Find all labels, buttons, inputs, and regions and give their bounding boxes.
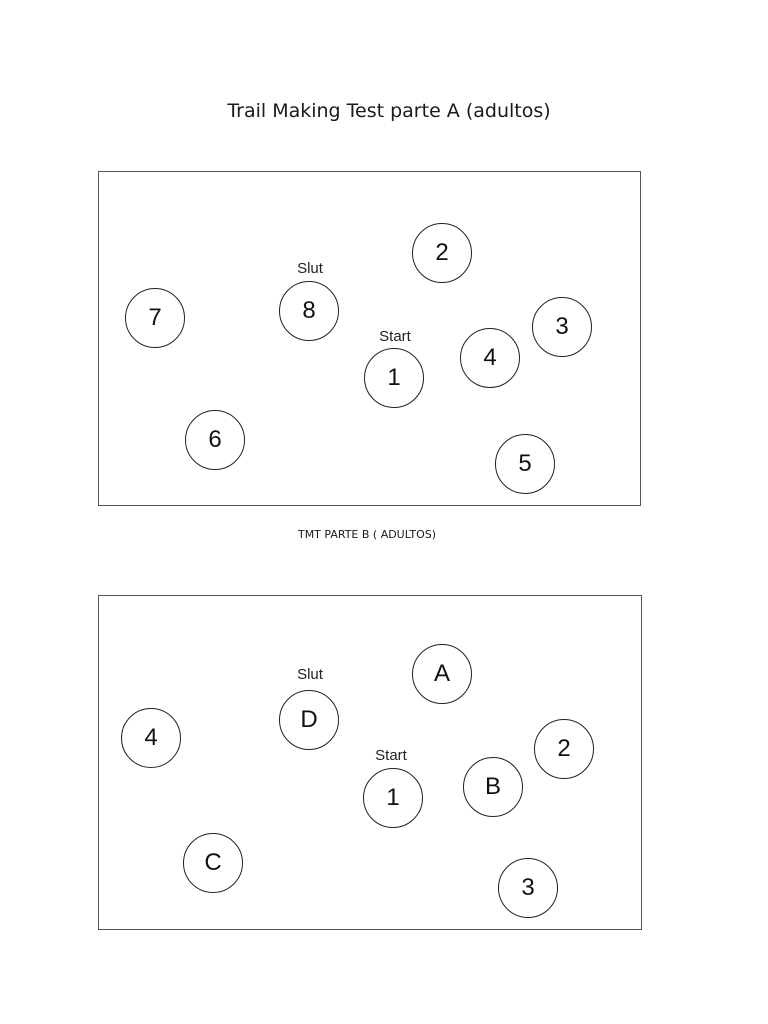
trail-node-7[interactable]: 7	[125, 288, 185, 348]
trail-node-5[interactable]: 5	[495, 434, 555, 494]
trail-node-3[interactable]: 3	[532, 297, 592, 357]
trail-node-1[interactable]: 1	[363, 768, 423, 828]
end-label: Slut	[297, 260, 323, 277]
trail-node-1[interactable]: 1	[364, 348, 424, 408]
trail-panel-part-a	[98, 171, 641, 506]
trail-node-a[interactable]: A	[412, 644, 472, 704]
trail-node-3[interactable]: 3	[498, 858, 558, 918]
trail-node-d[interactable]: D	[279, 690, 339, 750]
start-label: Start	[375, 747, 407, 764]
trail-node-6[interactable]: 6	[185, 410, 245, 470]
start-label: Start	[379, 328, 411, 345]
trail-node-c[interactable]: C	[183, 833, 243, 893]
trail-node-2[interactable]: 2	[534, 719, 594, 779]
trail-node-2[interactable]: 2	[412, 223, 472, 283]
part-b-heading: TMT PARTE B ( ADULTOS)	[297, 528, 437, 541]
page-title: Trail Making Test parte A (adultos)	[227, 100, 551, 122]
trail-panel-part-b	[98, 595, 642, 930]
trail-node-8[interactable]: 8	[279, 281, 339, 341]
end-label: Slut	[297, 666, 323, 683]
trail-node-b[interactable]: B	[463, 757, 523, 817]
trail-node-4[interactable]: 4	[121, 708, 181, 768]
trail-node-4[interactable]: 4	[460, 328, 520, 388]
